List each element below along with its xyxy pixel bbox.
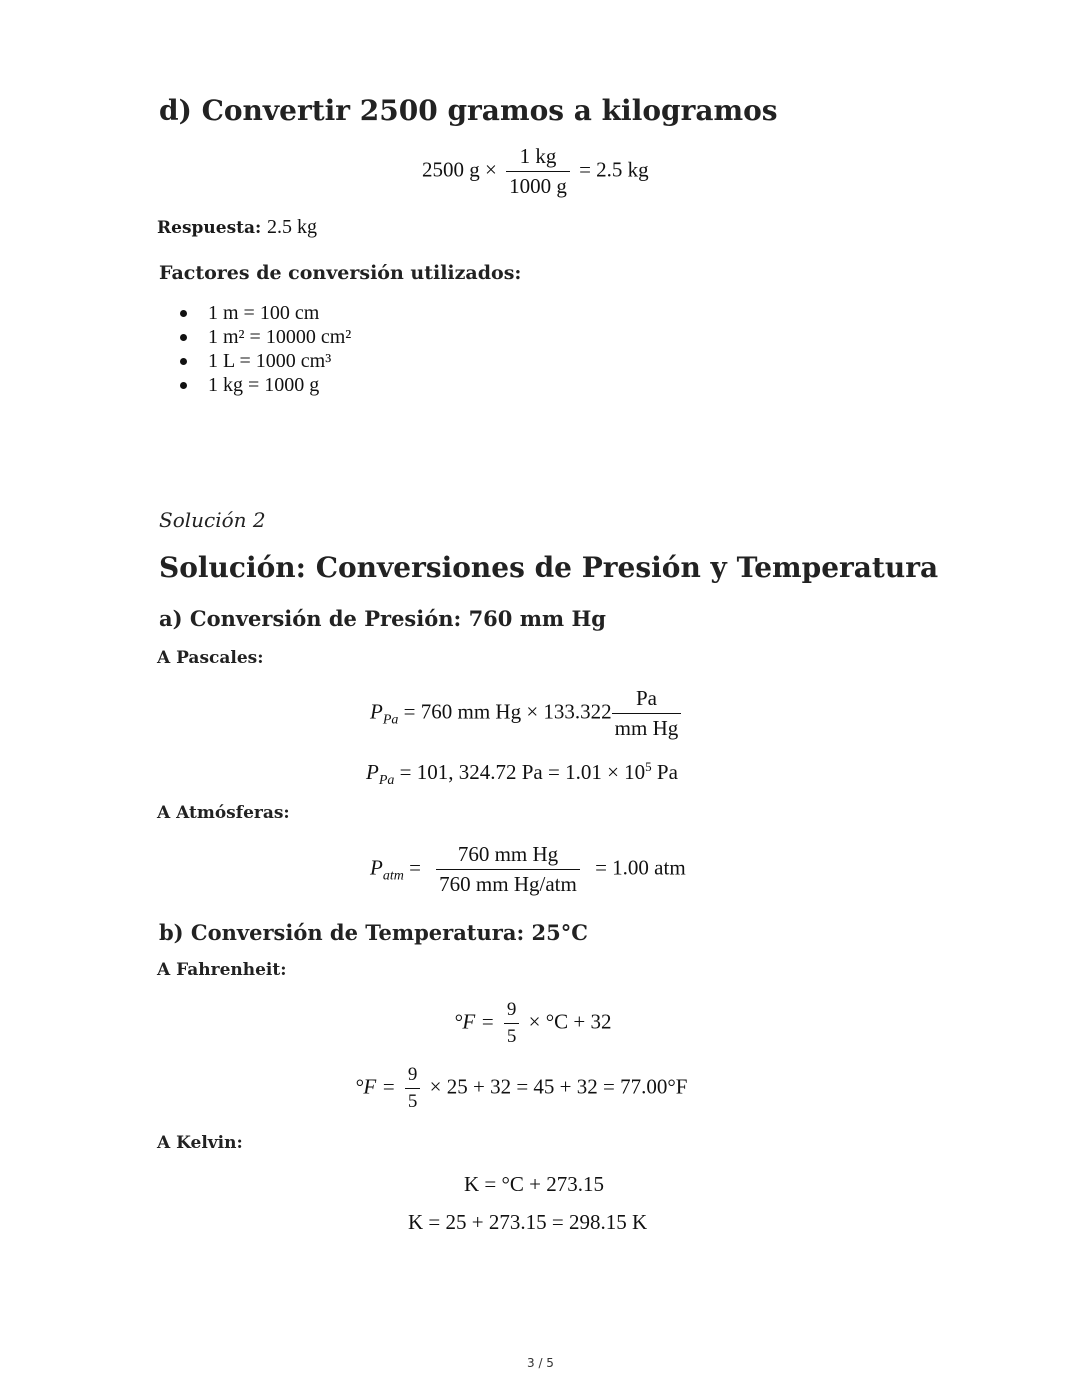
kelvin-calc: K = 25 + 273.15 = 298.15 K (408, 1210, 648, 1234)
atm-fraction (436, 842, 580, 897)
pascales-label: A Pascales: (157, 648, 264, 668)
pa-numerator: Pa (612, 686, 682, 714)
atm-result: = 1.00 atm (595, 855, 686, 880)
f-formula-fraction (504, 999, 520, 1048)
answer-line (157, 216, 317, 239)
eq-numerator: 1 kg (506, 144, 570, 172)
f-formula-rhs: × °C + 32 (528, 1009, 612, 1034)
solution-2-title: Solución: Conversiones de Presión y Temperatura (159, 551, 939, 584)
f-formula-num: 9 (504, 999, 520, 1024)
fahrenheit-formula (454, 999, 612, 1048)
pa-eq: = 760 mm Hg × 133.322 (403, 699, 612, 724)
pa-denominator: mm Hg (614, 716, 679, 740)
pa-var: P (366, 760, 379, 784)
list-item: 1 kg = 1000 g (178, 373, 351, 397)
factors-title: Factores de conversión utilizados: (159, 262, 522, 284)
atm-var: P (370, 855, 383, 880)
atm-equation: $P_{atm}$ = $\frac{\text{760 mm Hg}}{\text{760 mm Hg/atm}}$ = 1.00 atm (370, 842, 686, 896)
section-d-title: d) Convertir 2500 gramos a kilogramos (159, 94, 778, 127)
f-calc-num: 9 (405, 1064, 421, 1089)
answer-value: 2.5 kg (267, 216, 318, 238)
kelvin-label: A Kelvin: (157, 1133, 243, 1153)
atm-denominator: 760 mm Hg/atm (439, 872, 577, 896)
pa-result: = 101, 324.72 Pa = 1.01 × 10 (399, 760, 646, 784)
page-number: 3 / 5 (527, 1356, 554, 1370)
eq-lhs: 2500 g × (422, 157, 497, 182)
eq-fraction (506, 144, 570, 199)
f-calc-fraction (405, 1064, 421, 1113)
pascal-equation (370, 686, 685, 741)
eq-denominator: 1000 g (509, 174, 567, 198)
eq-rhs: = 2.5 kg (579, 157, 649, 182)
f-calc-den: 5 (407, 1091, 418, 1112)
atm-sub: atm (382, 868, 404, 884)
fahrenheit-calc (355, 1064, 687, 1113)
pa-sub: Pa (382, 712, 399, 728)
pa-exponent: 5 (645, 759, 652, 774)
f-formula-lhs: °F = (454, 1009, 495, 1034)
section-d-equation (422, 144, 649, 199)
pressure-title: a) Conversión de Presión: 760 mm Hg (159, 606, 606, 631)
list-item: 1 L = 1000 cm³ (178, 349, 351, 373)
f-formula-den: 5 (506, 1026, 517, 1047)
atm-numerator: 760 mm Hg (436, 842, 580, 870)
pa-sub: Pa (378, 773, 395, 789)
factors-list (178, 301, 351, 397)
atmosferas-label: A Atmósferas: (157, 803, 290, 823)
kelvin-formula: K = °C + 273.15 (464, 1172, 605, 1196)
list-item: 1 m = 100 cm (178, 301, 351, 325)
f-calc-lhs: °F = (355, 1074, 396, 1099)
answer-label: Respuesta: (157, 218, 262, 238)
pascal-result (366, 759, 678, 789)
f-calc-rhs: × 25 + 32 = 45 + 32 = 77.00°F (429, 1074, 688, 1099)
solution-2-label: Solución 2 (159, 508, 266, 532)
pa-var: P (370, 699, 383, 724)
pa-unit: Pa (651, 760, 678, 784)
pa-fraction (612, 686, 682, 741)
fahrenheit-label: A Fahrenheit: (157, 960, 287, 980)
temperature-title: b) Conversión de Temperatura: 25°C (159, 920, 588, 945)
list-item: 1 m² = 10000 cm² (178, 325, 351, 349)
